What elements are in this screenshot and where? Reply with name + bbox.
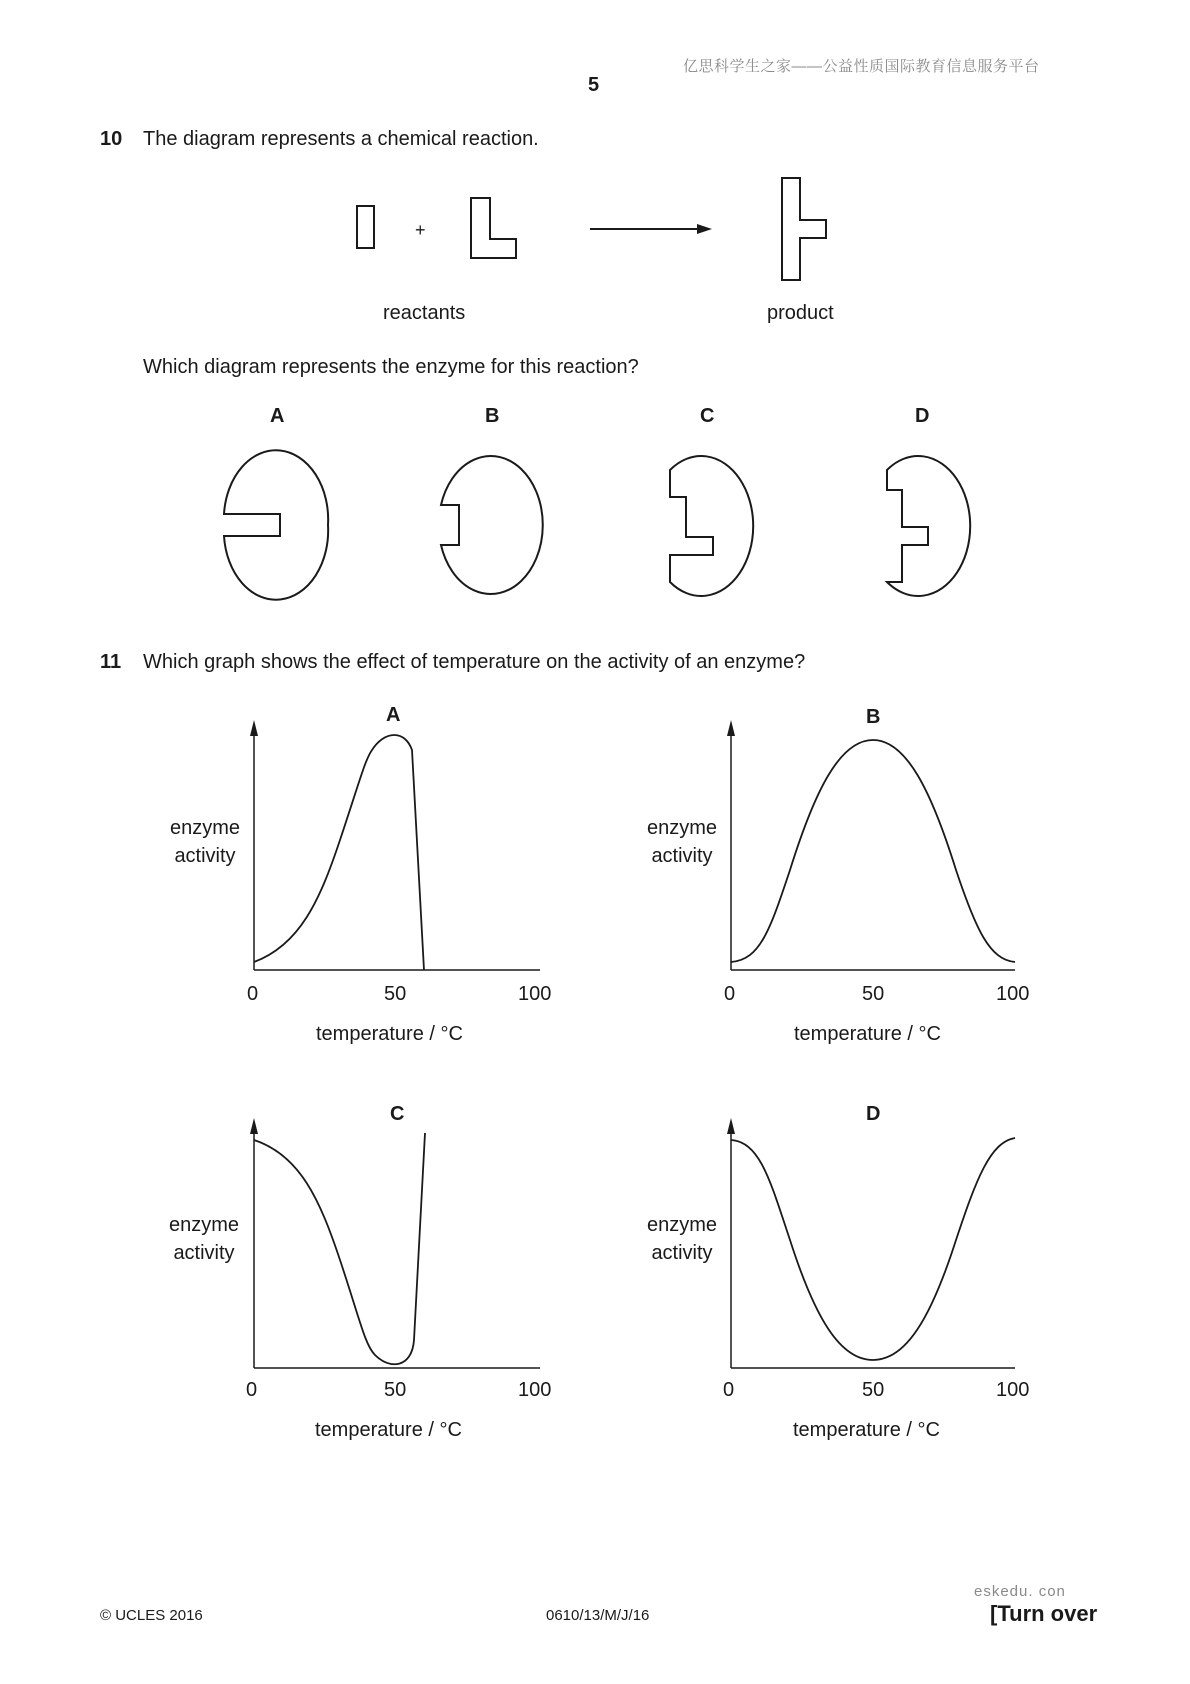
graph-d (727, 1118, 1015, 1368)
graph-a (250, 720, 540, 970)
graph-d-tick-50: 50 (862, 1379, 885, 1401)
graph-b-title: B (866, 706, 881, 728)
graph-a-tick-100: 100 (518, 983, 552, 1005)
graph-b-ylabel: enzyme activity (646, 817, 718, 867)
graph-b-xlabel: temperature / °C (794, 1023, 941, 1045)
graph-b (727, 720, 1015, 970)
footer-copyright: © UCLES 2016 (100, 1607, 203, 1624)
option-a-label: A (270, 405, 285, 427)
graph-d-curve (731, 1138, 1015, 1360)
page-number: 5 (588, 74, 600, 96)
turn-over: [Turn over (990, 1601, 1098, 1626)
graph-c-tick-50: 50 (384, 1379, 407, 1401)
graph-d-title: D (866, 1103, 881, 1125)
product-label: product (767, 302, 834, 324)
question-10-prompt: Which diagram represents the enzyme for this reaction? (143, 356, 639, 378)
graph-c-y-arrow (250, 1118, 258, 1134)
graph-d-tick-0: 0 (723, 1379, 735, 1401)
graph-d-tick-100: 100 (996, 1379, 1030, 1401)
graph-b-curve (731, 740, 1015, 962)
graph-a-tick-0: 0 (247, 983, 259, 1005)
graph-c-curve (254, 1133, 425, 1364)
question-11-text: Which graph shows the effect of temperature on the activity of an enzyme? (143, 651, 806, 673)
option-c-label: C (700, 405, 715, 427)
graph-c-title: C (390, 1103, 405, 1125)
graph-a-y-arrow (250, 720, 258, 736)
graph-a-title: A (386, 704, 401, 726)
question-10-number: 10 (100, 128, 123, 150)
graph-c-tick-0: 0 (246, 1379, 258, 1401)
graph-d-xlabel: temperature / °C (793, 1419, 940, 1441)
graph-d-y-arrow (727, 1118, 735, 1134)
question-10-text: The diagram represents a chemical reaction. (143, 128, 539, 150)
graph-b-tick-100: 100 (996, 983, 1030, 1005)
option-b-label: B (485, 405, 500, 427)
graph-b-tick-0: 0 (724, 983, 736, 1005)
option-d-label: D (915, 405, 930, 427)
graph-b-y-arrow (727, 720, 735, 736)
footer-watermark: eskedu. con (974, 1583, 1066, 1600)
header-watermark: 亿思科学生之家——公益性质国际教育信息服务平台 (683, 58, 1040, 75)
graph-c-ylabel: enzyme activity (168, 1214, 240, 1264)
graph-c-tick-100: 100 (518, 1379, 552, 1401)
graph-a-curve (254, 735, 424, 970)
question-11-number: 11 (100, 651, 122, 673)
graph-d-ylabel: enzyme activity (646, 1214, 718, 1264)
footer-code: 0610/13/M/J/16 (546, 1607, 650, 1624)
graph-c-xlabel: temperature / °C (315, 1419, 462, 1441)
graph-c (250, 1118, 540, 1368)
graph-a-ylabel: enzyme activity (169, 817, 241, 867)
graph-a-xlabel: temperature / °C (316, 1023, 463, 1045)
graph-b-tick-50: 50 (862, 983, 885, 1005)
plus-sign: + (415, 220, 426, 240)
reactants-label: reactants (383, 302, 466, 324)
graph-a-tick-50: 50 (384, 983, 407, 1005)
